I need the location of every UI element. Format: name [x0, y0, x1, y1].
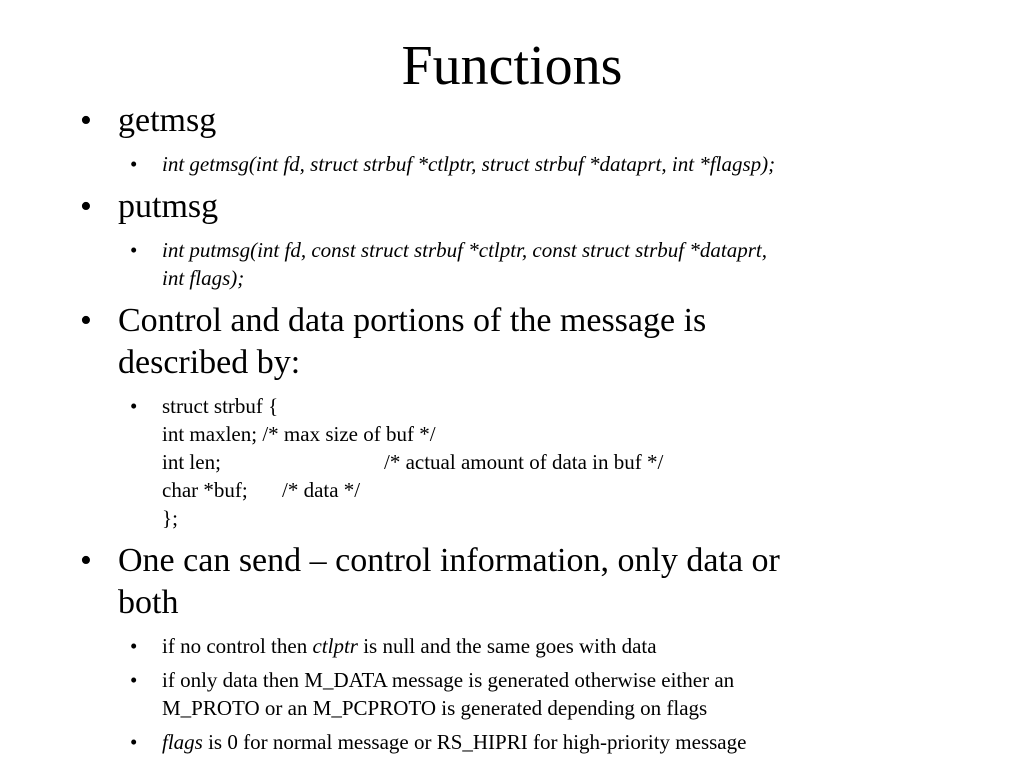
item3-post: is 0 for normal message or RS_HIPRI for high-priority message — [202, 730, 747, 754]
bullet-marker: • — [80, 302, 92, 339]
subbullet-no-control — [130, 632, 910, 660]
subbullet-marker: • — [130, 152, 138, 176]
send-line2: both — [118, 584, 179, 621]
bullet-marker: • — [80, 542, 92, 579]
struct-line4-code: char *buf; — [162, 478, 248, 502]
struct-line3-comment: /* actual amount of data in buf */ — [384, 450, 664, 474]
subbullet-getmsg-signature — [130, 150, 910, 178]
putmsg-signature-line1: int putmsg(int fd, const struct strbuf *ctlptr, const struct strbuf *dataprt, — [162, 238, 767, 262]
subbullet-marker: • — [130, 668, 138, 692]
getmsg-signature: int getmsg(int fd, struct strbuf *ctlptr, struct strbuf *dataprt, int *flagsp); — [162, 152, 776, 176]
control-line2: described by: — [118, 344, 301, 381]
slide-title: Functions — [401, 35, 623, 97]
bullet-putmsg — [80, 186, 940, 228]
item1-post: is null and the same goes with data — [357, 634, 657, 658]
item1-pre: if no control then — [162, 634, 313, 658]
struct-line1: struct strbuf { — [162, 394, 279, 418]
item1-ctlptr: ctlptr — [312, 634, 358, 658]
bullet-marker: • — [80, 102, 92, 139]
item2-line2: M_PROTO or an M_PCPROTO is generated depending on flags — [162, 696, 708, 720]
subbullet-marker: • — [130, 394, 138, 418]
struct-line2-comment: /* max size of buf */ — [262, 422, 436, 446]
bullet-control-data — [80, 300, 940, 384]
subbullet-only-data — [130, 666, 910, 722]
struct-line3-code: int len; — [162, 450, 221, 474]
control-line1: Control and data portions of the message is — [118, 302, 707, 339]
putmsg-signature-line2: int flags); — [162, 266, 245, 290]
item3-flags: flags — [162, 730, 203, 754]
subbullet-putmsg-signature — [130, 236, 910, 292]
struct-line4-comment: /* data */ — [282, 478, 361, 502]
item2-line1: if only data then M_DATA message is generated otherwise either an — [162, 668, 735, 692]
bullet-marker: • — [80, 188, 92, 225]
bullet-putmsg-label: putmsg — [118, 188, 219, 225]
subbullet-flags — [130, 728, 910, 756]
subbullet-struct-strbuf — [130, 392, 910, 532]
bullet-getmsg-label: getmsg — [118, 102, 217, 139]
send-line1: One can send – control information, only data or — [118, 542, 780, 579]
subbullet-marker: • — [130, 634, 138, 658]
bullet-getmsg — [80, 100, 940, 142]
bullet-one-can-send — [80, 540, 940, 624]
struct-line2-code: int maxlen; — [162, 422, 258, 446]
subbullet-marker: • — [130, 730, 138, 754]
struct-line5: }; — [162, 506, 178, 530]
subbullet-marker: • — [130, 238, 138, 262]
